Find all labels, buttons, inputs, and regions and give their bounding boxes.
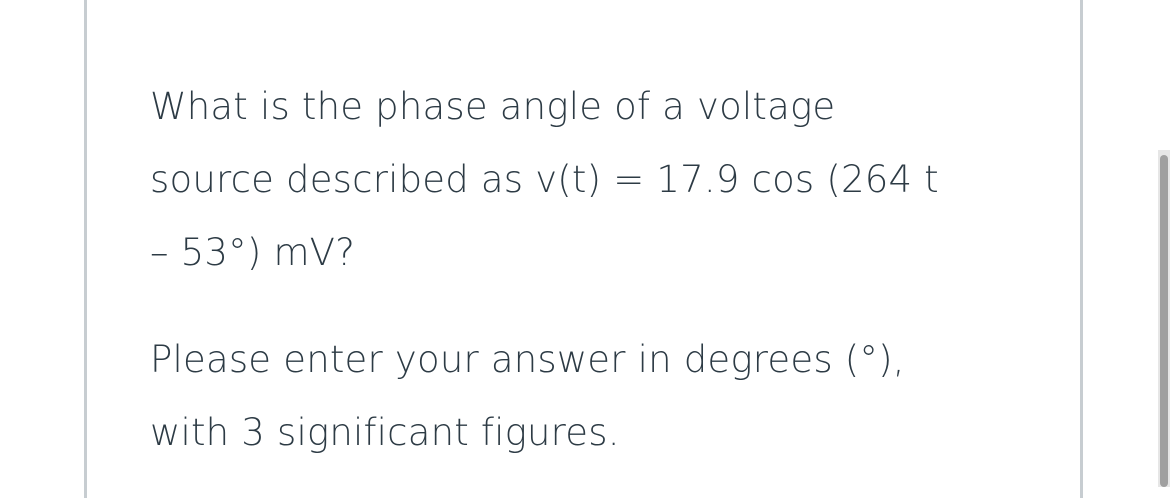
instruction-line: with 3 significant figures. — [150, 411, 620, 454]
answer-instructions — [150, 323, 1050, 469]
instruction-line: Please enter your answer in degrees (°), — [150, 338, 905, 381]
question-card — [84, 0, 1083, 498]
question-prompt — [150, 70, 1050, 289]
scrollbar-thumb[interactable] — [1160, 155, 1168, 487]
prompt-line: What is the phase angle of a voltage — [150, 85, 836, 128]
prompt-line: source described as v(t) = 17.9 cos (264 t — [150, 158, 939, 201]
question-text — [150, 70, 1050, 469]
prompt-line: – 53°) mV? — [150, 231, 356, 274]
